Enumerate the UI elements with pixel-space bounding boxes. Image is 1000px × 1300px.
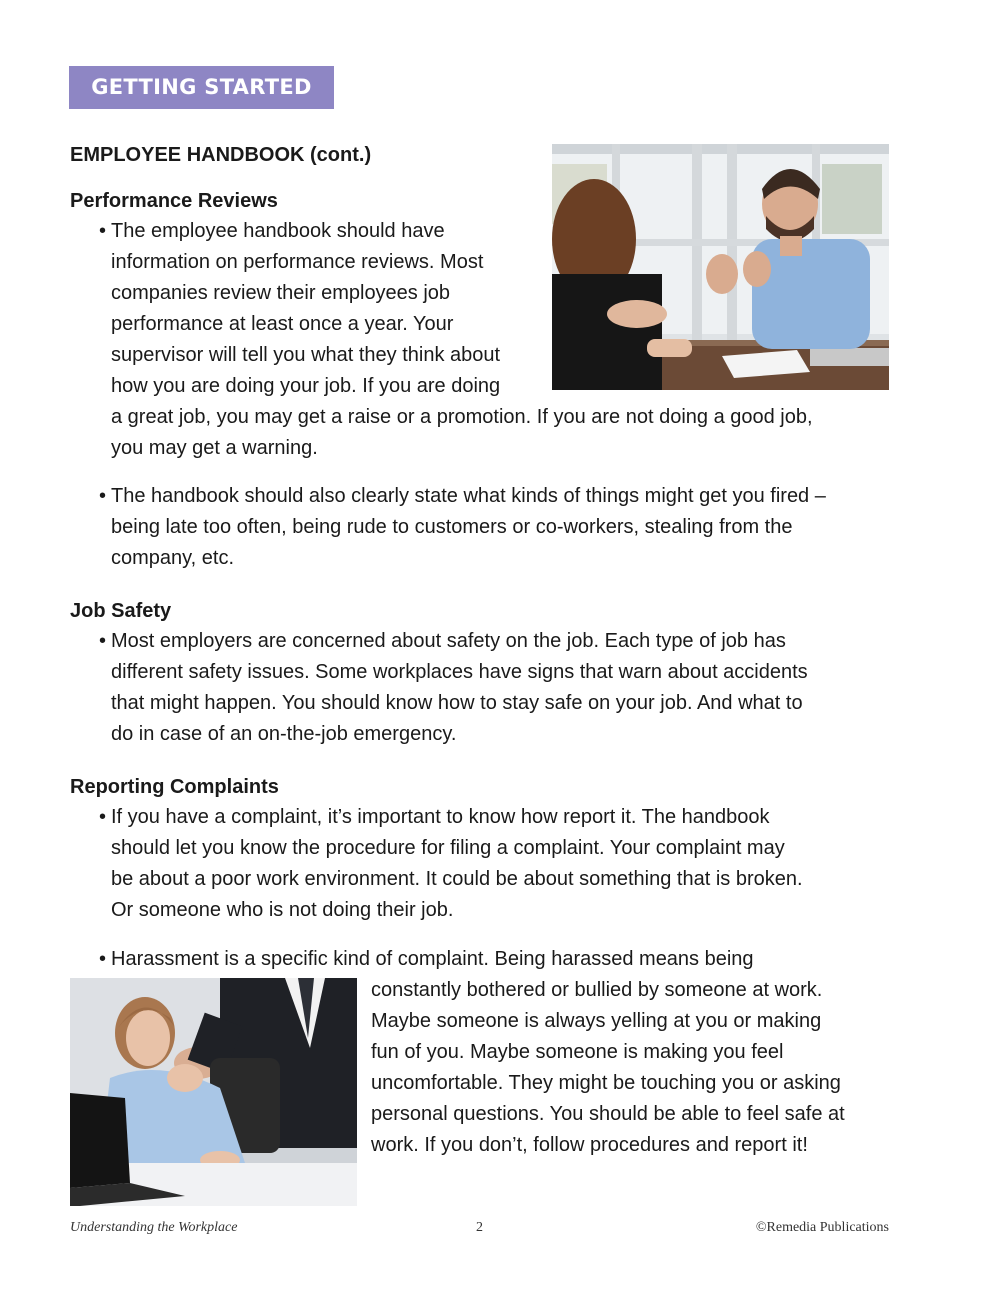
footer-book-title: Understanding the Workplace [70, 1220, 238, 1235]
text-line: Or someone who is not doing their job. [111, 899, 454, 921]
text-line: that might happen. You should know how to stay safe on your job. And what to [111, 692, 803, 714]
text-line: Harassment is a specific kind of complaint. Being harassed means being [111, 948, 754, 970]
text-line: be about a poor work environment. It could be about something that is broken. [111, 868, 803, 890]
text-line: performance at least once a year. Your [111, 313, 454, 335]
paragraph-harassment-rest [371, 975, 845, 1161]
bullet: • [99, 948, 107, 970]
text-line: personal questions. You should be able to feel safe at [371, 1103, 845, 1125]
paragraph-firing [99, 481, 826, 574]
text-line: fun of you. Maybe someone is making you feel [371, 1041, 784, 1063]
text-line: Most employers are concerned about safety on the job. Each type of job has [111, 630, 786, 652]
section-banner: GETTING STARTED [69, 66, 334, 109]
paragraph-reporting-complaints [99, 802, 803, 926]
text-line: The handbook should also clearly state what kinds of things might get you fired – [111, 485, 826, 507]
heading-job-safety: Job Safety [70, 600, 172, 622]
heading-reporting-complaints: Reporting Complaints [70, 776, 279, 798]
text-line: If you have a complaint, it’s important to know how report it. The handbook [111, 806, 770, 828]
text-line: company, etc. [111, 547, 235, 569]
document-title: EMPLOYEE HANDBOOK (cont.) [70, 144, 372, 166]
bullet: • [99, 220, 107, 242]
text-line: different safety issues. Some workplaces have signs that warn about accidents [111, 661, 808, 683]
text-line: being late too often, being rude to customers or co-workers, stealing from the [111, 516, 793, 538]
text-line: constantly bothered or bullied by someone at work. [371, 979, 823, 1001]
text-line: Maybe someone is always yelling at you or making [371, 1010, 822, 1032]
text-line: you may get a warning. [111, 437, 318, 459]
paragraph-performance-reviews [99, 216, 813, 464]
bullet: • [99, 630, 107, 652]
text-line: companies review their employees job [111, 282, 451, 304]
paragraph-harassment-intro [99, 944, 754, 975]
text-line: a great job, you may get a raise or a promotion. If you are not doing a good job, [111, 406, 813, 428]
text-line: supervisor will tell you what they think about [111, 344, 501, 366]
paragraph-job-safety [99, 626, 808, 750]
text-line: work. If you don’t, follow procedures and report it! [371, 1134, 808, 1156]
footer-copyright: ©Remedia Publications [755, 1220, 889, 1235]
bullet: • [99, 485, 107, 507]
bullet: • [99, 806, 107, 828]
text-line: do in case of an on-the-job emergency. [111, 723, 457, 745]
harassment-photo [70, 978, 357, 1206]
text-line: should let you know the procedure for filing a complaint. Your complaint may [111, 837, 785, 859]
text-line: uncomfortable. They might be touching you or asking [371, 1072, 841, 1094]
text-line: how you are doing your job. If you are doing [111, 375, 501, 397]
harassment-photo-illustration [70, 978, 357, 1206]
heading-performance-reviews: Performance Reviews [70, 190, 278, 212]
text-line: The employee handbook should have [111, 220, 445, 242]
footer-page-number: 2 [476, 1220, 483, 1235]
text-line: information on performance reviews. Most [111, 251, 484, 273]
